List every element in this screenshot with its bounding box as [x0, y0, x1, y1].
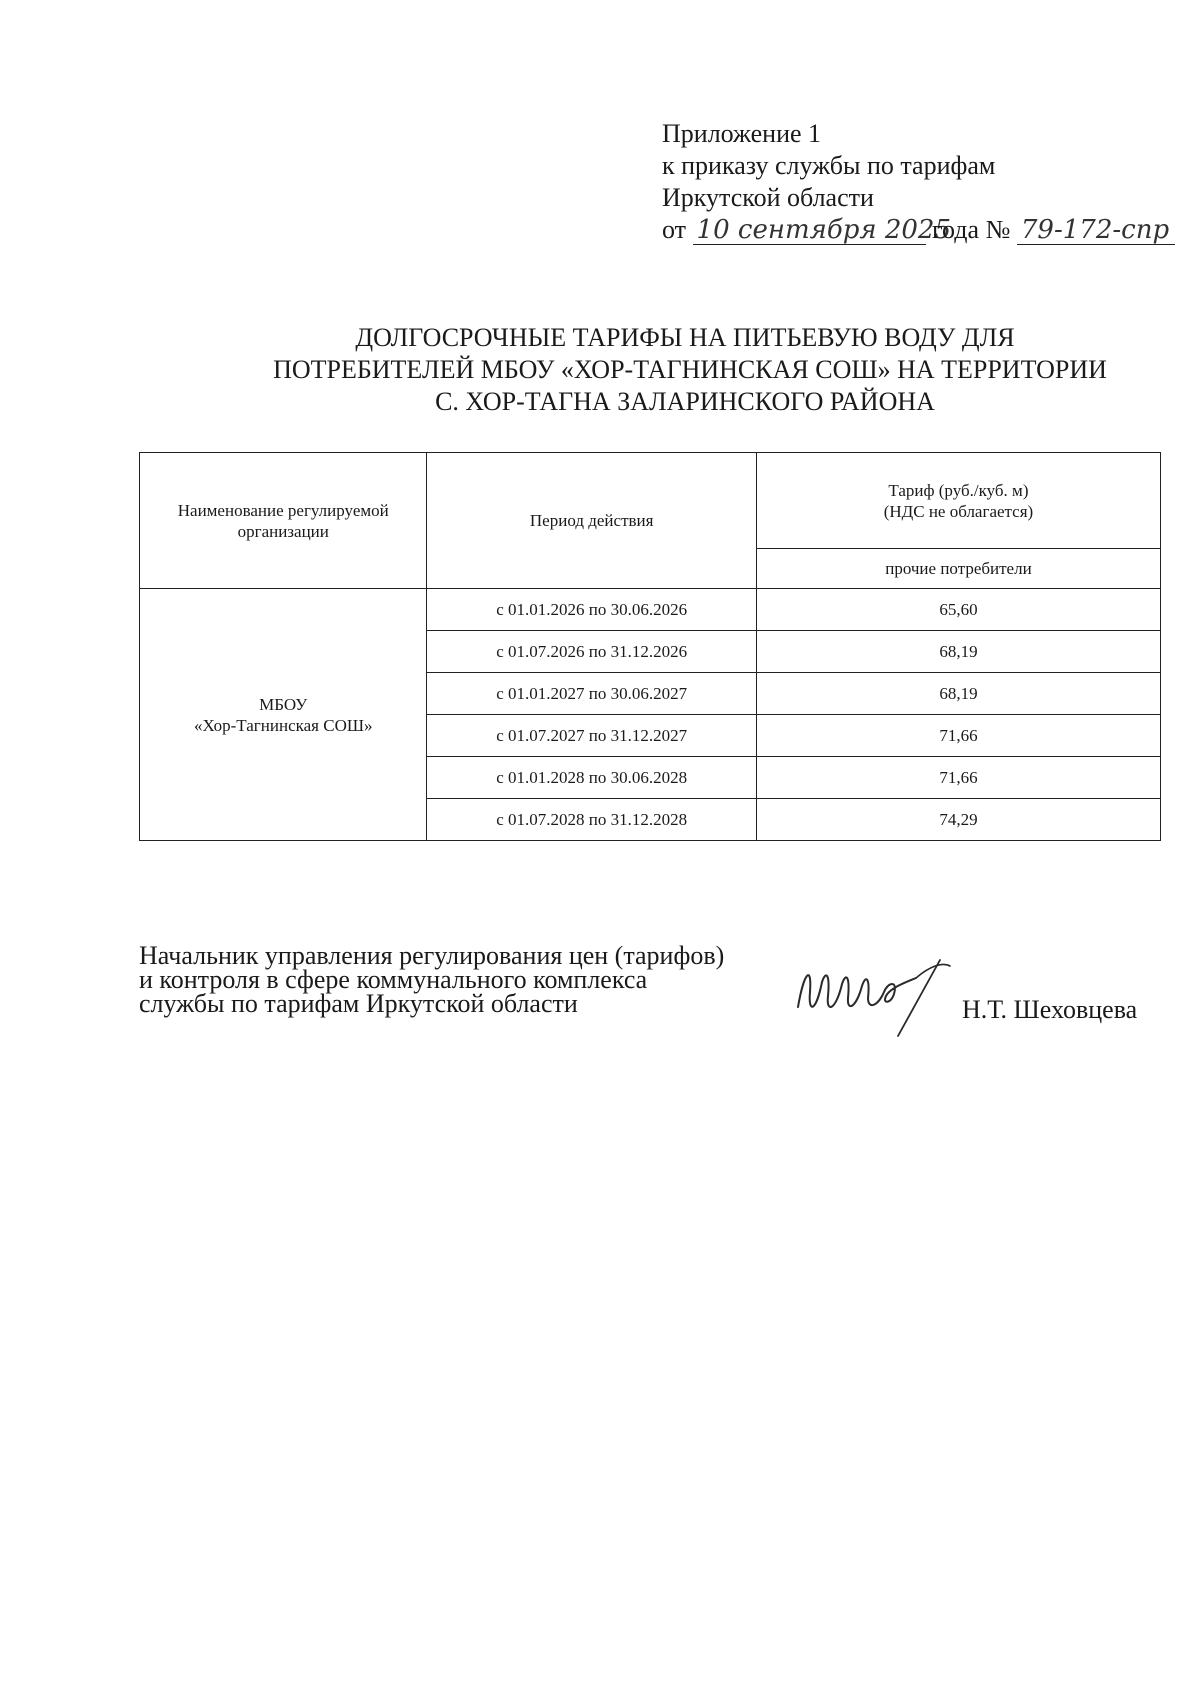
- signatory-position: [139, 941, 725, 1018]
- document-title: [130, 322, 1200, 418]
- header-period: Период действия: [427, 453, 756, 589]
- handwritten-date: [693, 215, 951, 245]
- signatory-name: Н.Т. Шеховцева: [962, 995, 1138, 1024]
- handwritten-number: [1017, 216, 1175, 245]
- header-tariff-line-1: Тариф (руб./куб. м): [888, 480, 1029, 500]
- table-row: [140, 589, 1161, 631]
- signatory-line-3: службы по тарифам Иркутской области: [139, 989, 578, 1018]
- period-cell: с 01.07.2026 по 31.12.2026: [427, 631, 756, 673]
- tariff-cell: 68,19: [756, 673, 1160, 715]
- period-cell: с 01.01.2027 по 30.06.2027: [427, 673, 756, 715]
- handwritten-date-text: 10 сентября 2025: [696, 215, 951, 245]
- from-label: от: [662, 215, 687, 244]
- org-line-1: МБОУ: [259, 694, 308, 714]
- appendix-line-1: Приложение 1: [662, 119, 822, 148]
- header-tariff-line-2: (НДС не облагается): [883, 501, 1034, 521]
- period-cell: с 01.01.2028 по 30.06.2028: [427, 757, 756, 799]
- title-line-1: ДОЛГОСРОЧНЫЕ ТАРИФЫ НА ПИТЬЕВУЮ ВОДУ ДЛЯ: [355, 323, 1015, 352]
- handwritten-signature: [790, 952, 980, 1042]
- header-tariff: [756, 453, 1160, 549]
- period-cell: с 01.07.2027 по 31.12.2027: [427, 715, 756, 757]
- appendix-line-3: Иркутской области: [662, 183, 874, 212]
- tariff-cell: 71,66: [756, 715, 1160, 757]
- tariff-table: [139, 452, 1161, 841]
- table-header-row: [140, 453, 1161, 549]
- tariff-cell: 71,66: [756, 757, 1160, 799]
- signatory-line-1: Начальник управления регулирования цен (тарифов): [139, 941, 725, 970]
- title-line-3: С. ХОР-ТАГНА ЗАЛАРИНСКОГО РАЙОНА: [435, 387, 935, 416]
- year-label: года №: [932, 215, 1011, 244]
- tariff-cell: 68,19: [756, 631, 1160, 673]
- appendix-line-4: [662, 214, 1182, 246]
- header-org: Наименование регулируемой организации: [140, 453, 427, 589]
- period-cell: с 01.07.2028 по 31.12.2028: [427, 799, 756, 841]
- tariff-cell: 74,29: [756, 799, 1160, 841]
- org-line-2: «Хор-Тагнинская СОШ»: [193, 715, 373, 735]
- appendix-header: [662, 118, 1182, 246]
- period-cell: с 01.01.2026 по 30.06.2026: [427, 589, 756, 631]
- handwritten-number-text: 79-172-спр: [1020, 215, 1170, 245]
- header-consumers: прочие потребители: [756, 549, 1160, 589]
- title-line-2: ПОТРЕБИТЕЛЕЙ МБОУ «ХОР-ТАГНИНСКАЯ СОШ» НА ТЕРРИТОРИИ: [273, 355, 1107, 384]
- org-cell: [140, 589, 427, 841]
- tariff-cell: 65,60: [756, 589, 1160, 631]
- signatory-line-2: и контроля в сфере коммунального комплекса: [139, 965, 648, 994]
- appendix-line-2: к приказу службы по тарифам: [662, 151, 996, 180]
